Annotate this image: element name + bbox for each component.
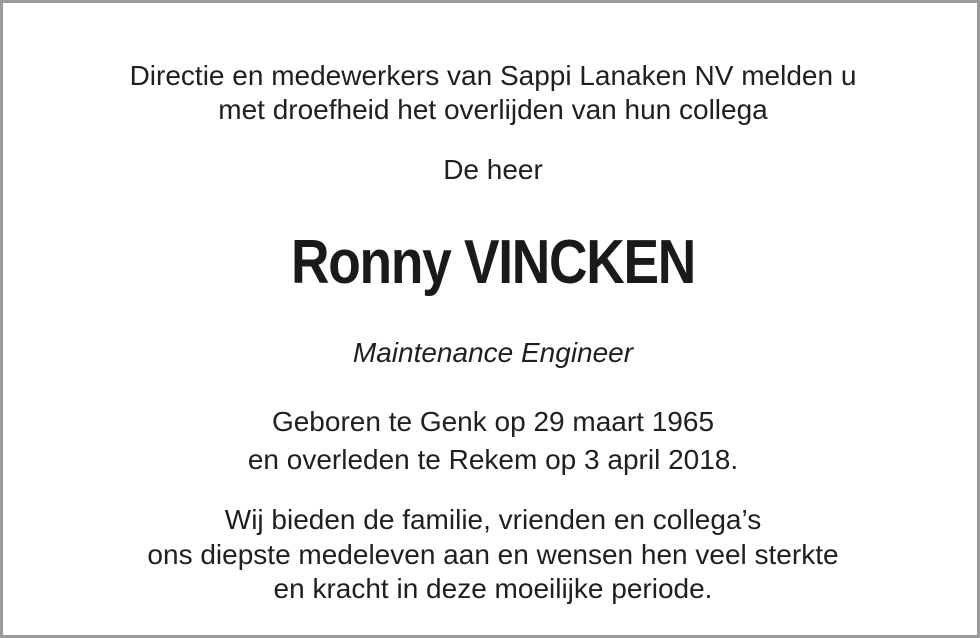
condolence-line-2: ons diepste medeleven aan en wensen hen veel sterkte — [147, 539, 839, 570]
intro-line-1: Directie en medewerkers van Sappi Lanaken NV melden u — [129, 60, 857, 91]
intro-line-2: met droefheid het overlijden van hun collega — [218, 94, 768, 125]
condolence-line-3: en kracht in deze moeilijke periode. — [273, 573, 713, 604]
condolence-line-1: Wij bieden de familie, vrienden en collega’s — [224, 504, 762, 535]
birth-line: Geboren te Genk op 29 maart 1965 — [271, 406, 715, 437]
job-role: Maintenance Engineer — [352, 337, 634, 368]
honorific-title: De heer — [443, 154, 543, 185]
death-line: en overleden te Rekem op 3 april 2018. — [247, 444, 739, 475]
deceased-name: Ronny VINCKEN — [291, 228, 695, 297]
